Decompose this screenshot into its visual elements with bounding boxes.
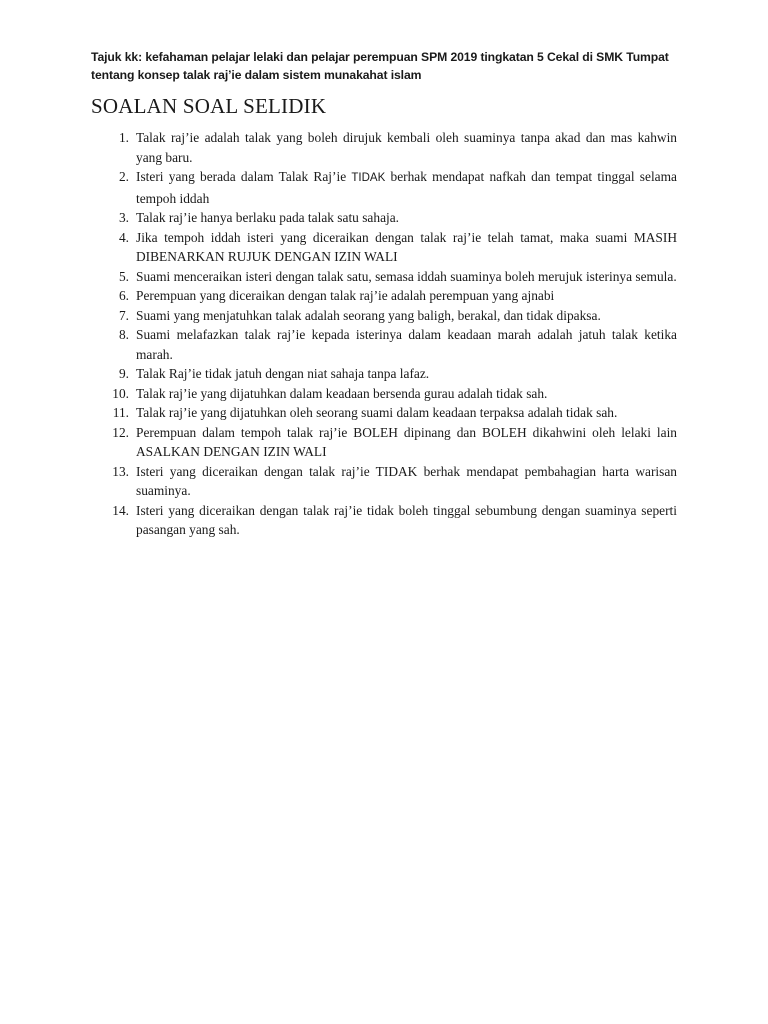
item-number: 5. [118,268,129,284]
list-item [91,403,677,423]
list-item [91,325,677,364]
list-item [91,286,677,306]
item-text: Talak raj’ie yang dijatuhkan oleh seorang suami dalam keadaan terpaksa adalah tidak sah. [136,405,618,420]
header-line-2: tentang konsep talak raj’ie dalam sistem munakahat islam [91,68,422,82]
list-item [91,462,677,501]
item-number: 4. [118,229,129,245]
list-item [91,384,677,404]
item-number: 7. [118,307,129,323]
item-number: 9. [118,366,129,381]
item-text: Isteri yang diceraikan dengan talak raj’ie TIDAK berhak mendapat pembahagian harta warisan suaminya. [136,463,677,498]
item-text: Perempuan yang diceraikan dengan talak raj’ie adalah perempuan yang ajnabi [136,288,555,303]
item-text-part-b: berhak mendapat nafkah dan tempat tinggal selama tempoh iddah [136,169,677,206]
item-number: 6. [118,288,129,303]
document-header [91,48,691,84]
item-text: Isteri yang diceraikan dengan talak raj’ie tidak boleh tinggal sebumbung dengan suaminya seperti pasangan yang sah. [136,502,677,537]
item-number: 2. [118,169,129,184]
item-text: Talak raj’ie hanya berlaku pada talak satu sahaja. [136,210,400,225]
list-item [91,208,677,228]
list-item [91,501,677,540]
item-text: Perempuan dalam tempoh talak raj’ie BOLEH dipinang dan BOLEH dikahwini oleh lelaki lain ASALKAN DENGAN IZIN WALI [136,424,677,459]
item-number: 14. [112,502,129,518]
list-item [91,267,677,287]
item-number: 10. [112,385,129,401]
item-text: Jika tempoh iddah isteri yang diceraikan dengan talak raj’ie telah tamat, maka suami MASIH DIBENARKAN RUJUK DENGAN IZIN WALI [136,229,677,264]
item-number: 1. [118,130,129,145]
list-item [91,228,677,267]
item-text-emphasis: TIDAK [351,172,386,184]
item-number: 11. [112,405,129,420]
item-text: Suami yang menjatuhkan talak adalah seorang yang baligh, berakal, dan tidak dipaksa. [136,307,601,323]
list-item [91,423,677,462]
page-title: SOALAN SOAL SELIDIK [91,94,327,118]
header-line-1: Tajuk kk: kefahaman pelajar lelaki dan pelajar perempuan SPM 2019 tingkatan 5 Cekal di SMK Tumpat [91,50,669,64]
list-item [91,167,677,208]
item-text: Talak raj’ie yang dijatuhkan dalam keadaan bersenda gurau adalah tidak sah. [136,385,548,401]
item-text: Talak raj’ie adalah talak yang boleh dirujuk kembali oleh suaminya tanpa akad dan mas kahwin yang baru. [136,130,677,165]
question-list [91,128,677,540]
item-text: Suami melafazkan talak raj’ie kepada isterinya dalam keadaan marah adalah jatuh talak ketika marah. [136,327,677,362]
item-number: 13. [112,463,129,479]
item-text: Talak Raj’ie tidak jatuh dengan niat sahaja tanpa lafaz. [136,366,430,381]
item-number: 8. [118,327,129,342]
list-item [91,364,677,384]
item-number: 12. [112,424,129,440]
list-item [91,306,677,326]
item-text-part-a: Isteri yang berada dalam Talak Raj’ie [136,169,352,184]
item-text: Suami menceraikan isteri dengan talak satu, semasa iddah suaminya boleh merujuk isterinya semula. [136,268,677,284]
list-item [91,128,677,167]
item-number: 3. [118,210,129,225]
item-text [136,167,677,208]
